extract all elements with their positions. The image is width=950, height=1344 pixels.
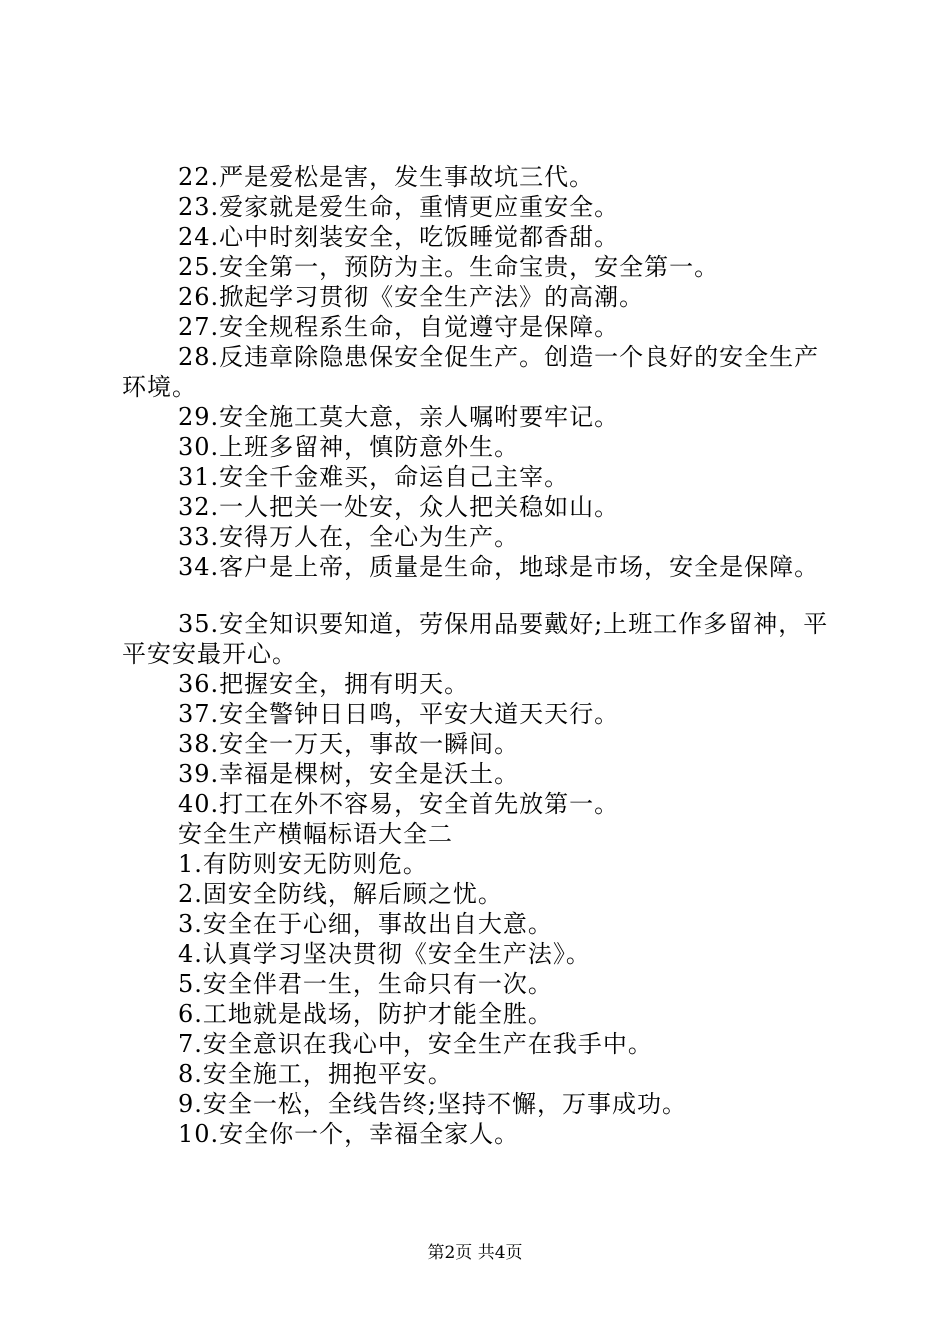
list-item: 4.认真学习坚决贯彻《安全生产法》。 — [178, 940, 591, 968]
list-item: 30.上班多留神，慎防意外生。 — [178, 433, 520, 461]
list-item: 32.一人把关一处安，众人把关稳如山。 — [178, 493, 620, 521]
page-footer: 第2页 共4页 — [427, 1243, 523, 1263]
list-item: 38.安全一万天，事故一瞬间。 — [178, 730, 520, 758]
list-item: 33.安得万人在，全心为生产。 — [178, 523, 520, 551]
list-item: 29.安全施工莫大意，亲人嘱咐要牢记。 — [178, 403, 620, 431]
list-item: 10.安全你一个，幸福全家人。 — [178, 1120, 520, 1148]
list-item: 6.工地就是战场，防护才能全胜。 — [178, 1000, 553, 1028]
list-item: 23.爱家就是爱生命，重情更应重安全。 — [178, 193, 620, 221]
list-item: 37.安全警钟日日鸣，平安大道天天行。 — [178, 700, 620, 728]
list-item: 31.安全千金难买，命运自己主宰。 — [178, 463, 570, 491]
list-item: 26.掀起学习贯彻《安全生产法》的高潮。 — [178, 283, 645, 311]
list-item: 36.把握安全，拥有明天。 — [178, 670, 470, 698]
list-item: 22.严是爱松是害，发生事故坑三代。 — [178, 163, 595, 191]
list-item: 7.安全意识在我心中，安全生产在我手中。 — [178, 1030, 653, 1058]
list-item: 35.安全知识要知道，劳保用品要戴好;上班工作多留神，平平安安最开心。 — [122, 610, 829, 668]
list-item: 9.安全一松，全线告终;坚持不懈，万事成功。 — [178, 1090, 687, 1118]
list-item: 8.安全施工，拥抱平安。 — [178, 1060, 453, 1088]
list-item: 1.有防则安无防则危。 — [178, 850, 428, 878]
list-item: 34.客户是上帝，质量是生命，地球是市场，安全是保障。 — [178, 553, 820, 581]
list-item: 27.安全规程系生命，自觉遵守是保障。 — [178, 313, 620, 341]
list-item: 40.打工在外不容易，安全首先放第一。 — [178, 790, 620, 818]
list-item: 5.安全伴君一生，生命只有一次。 — [178, 970, 553, 998]
list-item: 25.安全第一，预防为主。生命宝贵，安全第一。 — [178, 253, 720, 281]
list-item: 3.安全在于心细，事故出自大意。 — [178, 910, 553, 938]
list-item: 39.幸福是棵树，安全是沃土。 — [178, 760, 520, 788]
list-item: 24.心中时刻装安全，吃饭睡觉都香甜。 — [178, 223, 620, 251]
list-item: 28.反违章除隐患保安全促生产。创造一个良好的安全生产环境。 — [122, 343, 820, 401]
slogan-list — [122, 162, 842, 1149]
section-heading: 安全生产横幅标语大全二 — [178, 820, 453, 848]
list-item: 2.固安全防线，解后顾之忧。 — [178, 880, 503, 908]
